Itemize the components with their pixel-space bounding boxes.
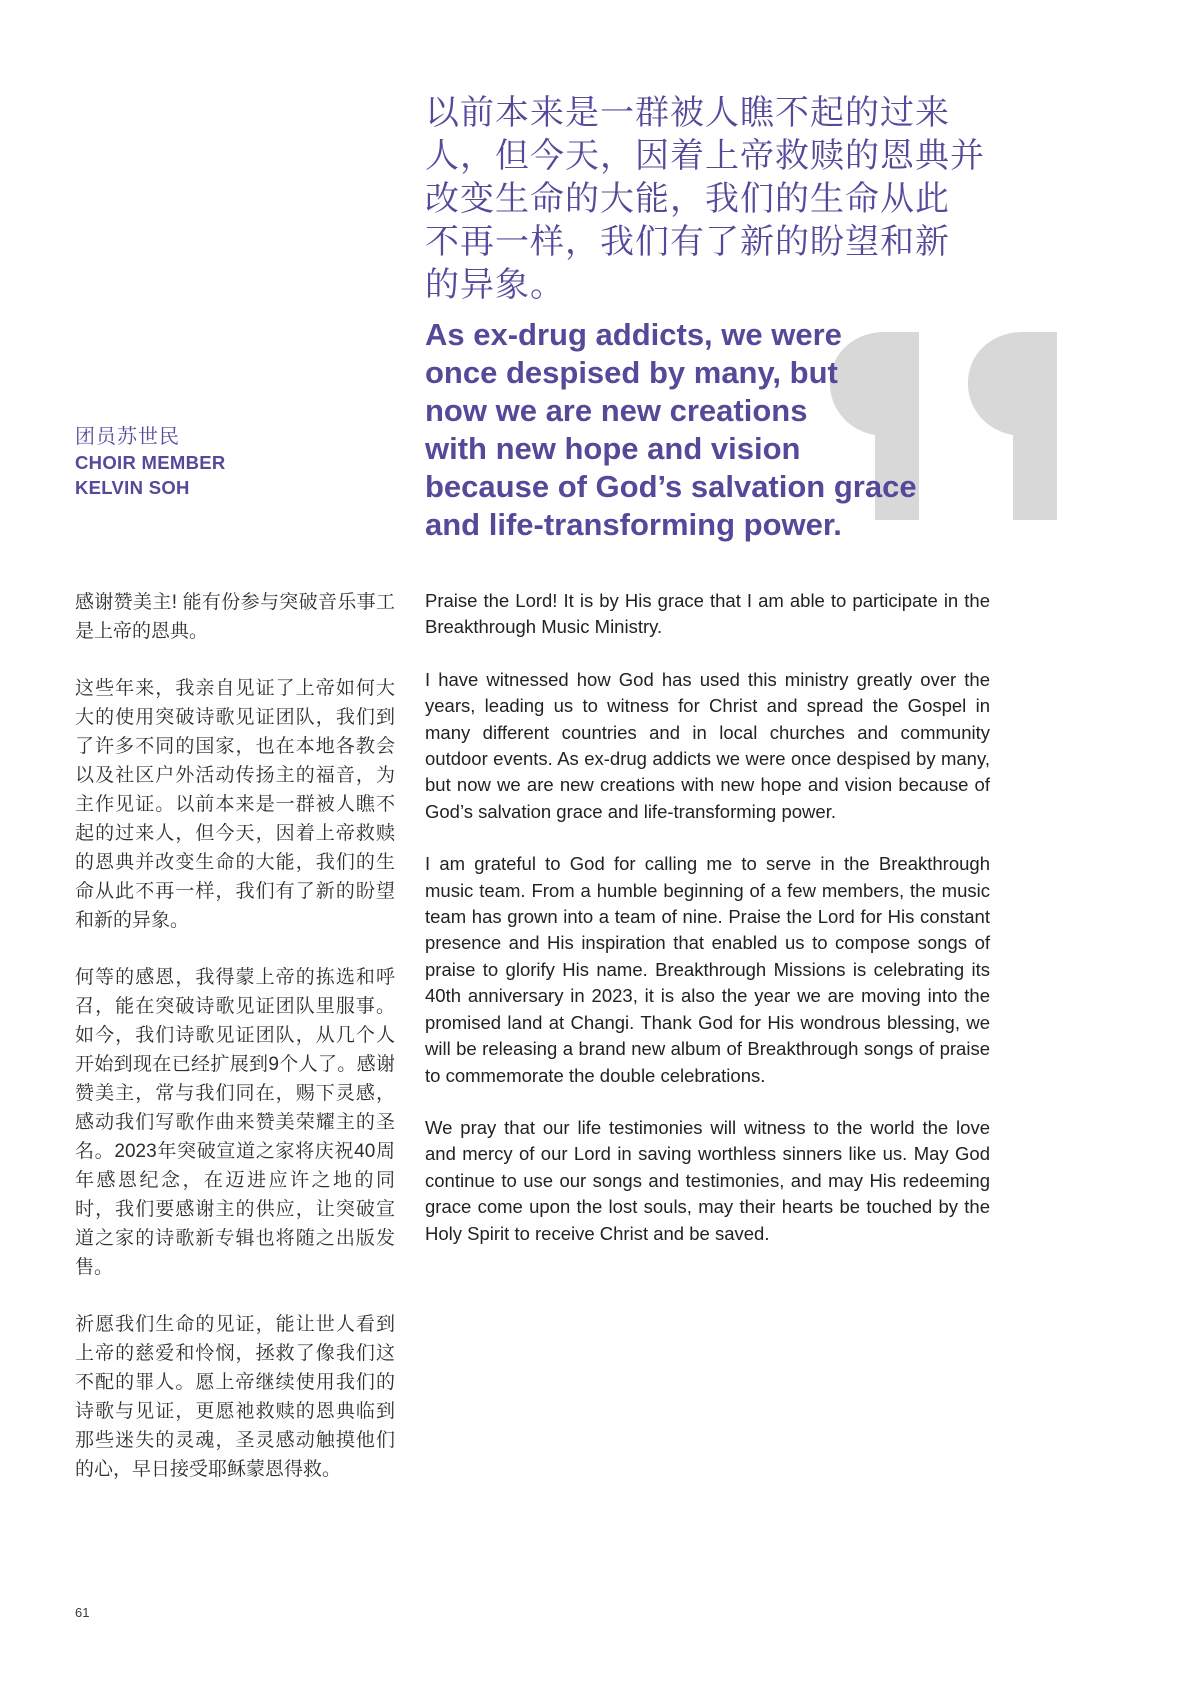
pull-quote-chinese-line: 人，但今天，因着上帝救赎的恩典并 xyxy=(425,137,985,175)
article-column-chinese xyxy=(75,588,395,1512)
pull-quote-chinese-line: 改变生命的大能，我们的生命从此 xyxy=(425,180,950,218)
chinese-paragraph: 祈愿我们生命的见证，能让世人看到上帝的慈爱和怜悯，拯救了像我们这不配的罪人。愿上帝继续使用我们的诗歌与见证，更愿祂救赎的恩典临到那些迷失的灵魂，圣灵感动触摸他们的心，早日接受耶稣蒙恩得救。 xyxy=(75,1314,395,1480)
english-paragraph: We pray that our life testimonies will witness to the world the love and mercy of our Lord in saving worthless sinners like us. May God continue to use our songs and testimonies, and may His redeeming grace come upon the lost souls, may their hearts be touched by the Holy Spirit to receive Christ and be saved. xyxy=(425,1116,990,1244)
pull-quote-english-line: with new hope and vision xyxy=(425,431,801,466)
english-paragraph: I am grateful to God for calling me to serve in the Breakthrough music team. From a humble beginning of a few members, the music team has grown into a team of nine. Praise the Lord for His constant presence and His inspiration that enabled us to compose songs of praise to glorify His name. Breakthrough Missions is celebrating its 40th anniversary in 2023, it is also the year we are moving into the promised land at Changi. Thank God for His wondrous blessing, we will be releasing a brand new album of Breakthrough songs of praise to commemorate the double celebrations. xyxy=(425,853,990,1086)
author-role-chinese: 团员苏世民 xyxy=(75,426,180,448)
pull-quote-english-line: and life-transforming power. xyxy=(425,507,842,542)
author-role-english: CHOIR MEMBER xyxy=(75,452,226,473)
chinese-paragraph: 感谢赞美主! 能有份参与突破音乐事工是上帝的恩典。 xyxy=(75,592,395,642)
english-paragraph: I have witnessed how God has used this ministry greatly over the years, leading us to witness for Christ and spread the Gospel in many different countries and in local churches and community outdoor events. As ex-drug addicts we were once despised by many, but now we are new creations with new hope and vision because of God’s salvation grace and life-transforming power. xyxy=(425,668,990,822)
article-column-english xyxy=(425,588,990,1512)
pull-quote-english-line: As ex-drug addicts, we were xyxy=(425,317,842,352)
pull-quote-chinese-line: 的异象。 xyxy=(425,266,565,304)
article-body xyxy=(75,588,1115,1512)
chinese-paragraph: 这些年来，我亲自见证了上帝如何大大的使用突破诗歌见证团队，我们到了许多不同的国家，也在本地各教会以及社区户外活动传扬主的福音，为主作见证。以前本来是一群被人瞧不起的过来人，但今天，因着上帝救赎的恩典并改变生命的大能，我们的生命从此不再一样，我们有了新的盼望和新的异象。 xyxy=(75,678,395,931)
pull-quote-chinese-line: 不再一样，我们有了新的盼望和新 xyxy=(425,223,950,261)
pull-quote-english xyxy=(425,316,1025,544)
pull-quote-chinese-line: 以前本来是一群被人瞧不起的过来 xyxy=(425,94,950,132)
pull-quote-chinese xyxy=(425,92,1025,307)
pull-quote-english-line: because of God’s salvation grace xyxy=(425,469,917,504)
pull-quote-english-line: now we are new creations xyxy=(425,393,808,428)
author-name: KELVIN SOH xyxy=(75,477,190,498)
chinese-paragraph: 何等的感恩，我得蒙上帝的拣选和呼召，能在突破诗歌见证团队里服事。如今，我们诗歌见证团队，从几个人开始到现在已经扩展到9个人了。感谢赞美主，常与我们同在，赐下灵感，感动我们写歌作曲来赞美荣耀主的圣名。2023年突破宣道之家将庆祝40周年感恩纪念，在迈进应许之地的同时，我们要感谢主的供应，让突破宣道之家的诗歌新专辑也将随之出版发售。 xyxy=(75,967,395,1278)
page-number: 61 xyxy=(75,1605,90,1620)
pull-quote-english-line: once despised by many, but xyxy=(425,355,838,390)
english-paragraph: Praise the Lord! It is by His grace that I am able to participate in the Breakthrough Music Ministry. xyxy=(425,590,990,638)
author-credit xyxy=(75,424,226,500)
